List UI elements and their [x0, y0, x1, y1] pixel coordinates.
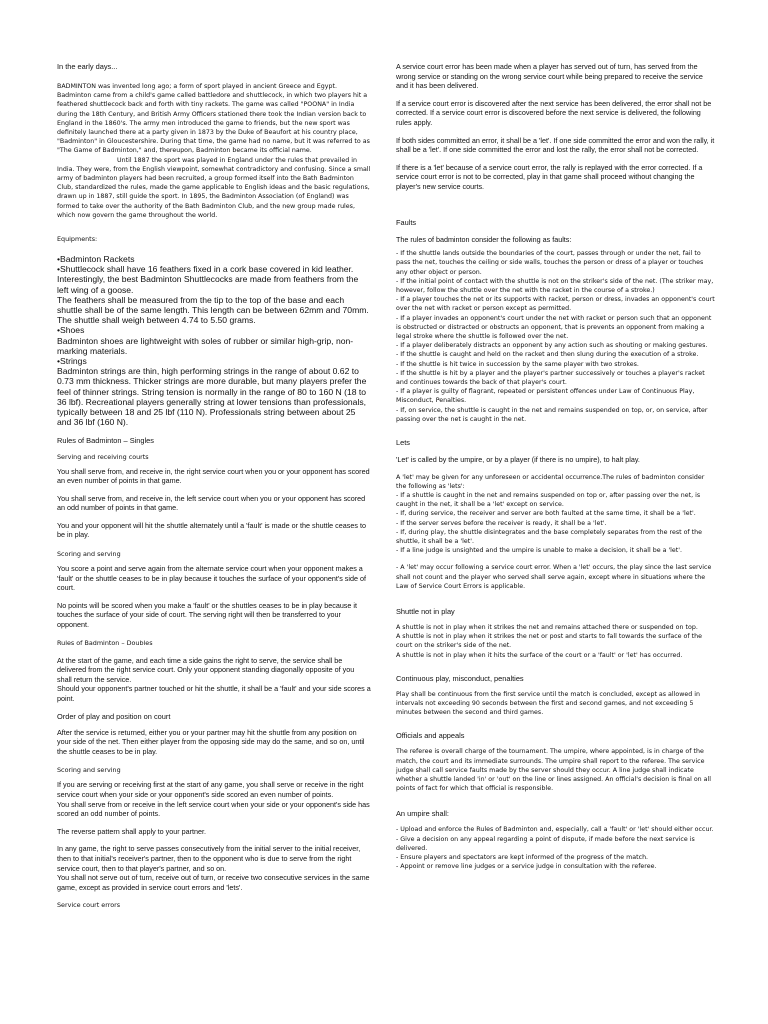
- faults-intro: The rules of badminton consider the following as faults:: [396, 234, 572, 244]
- fault-item: - If the shuttle is hit by a player and the player's partner successively or touches a player's racket and continues towards the back of that player's court.: [396, 369, 705, 386]
- error-paragraph-4: If there is a 'let' because of a service court error, the rally is replayed with the error corrected. If a service court error is not to be corrected, play in that game shall proceed without changing the player's new service courts.: [396, 162, 703, 191]
- officials-paragraph: The referee is overall charge of the tournament. The umpire, where appointed, is in charge of the match, the court and its immediate surrounds. The umpire shall report to the referee. The service judge shall call service faults made by the server should they occur. A line judge shall indicate whether a shuttle landed 'in' or 'out' on the line or lines assigned. An official's decision is final on all points of fact for which that official is responsible.: [396, 748, 712, 793]
- doubles-paragraph-1: At the start of the game, and each time a side gains the right to serve, the service shall be delivered from the right service court. Only your opponent standing diagonally opposite of you shall return the service.: [57, 655, 355, 684]
- umpire-heading: An umpire shall:: [396, 809, 449, 819]
- rules-singles-heading: Rules of Badminton – Singles: [57, 435, 154, 445]
- serving-receiving-heading: Serving and receiving courts: [57, 452, 149, 461]
- faults-heading: Faults: [396, 217, 417, 227]
- scoring-serving-heading: Scoring and serving: [57, 550, 121, 559]
- singles-paragraph-3: You and your opponent will hit the shuttle alternately until a 'fault' is made or the shuttle ceases to be in play.: [57, 520, 366, 540]
- out-of-turn-paragraph: You shall not serve out of turn, receive out of turn, or receive two consecutive services in the same game, except as provided in service court errors and 'lets'.: [57, 873, 370, 892]
- fault-item: - If the initial point of contact with the shuttle is not on the striker's side of the net. (The striker may, however, follow the shuttle over the net with the racket in the course of a stroke.): [396, 277, 714, 294]
- service-court-errors-heading: Service court errors: [57, 901, 121, 910]
- continuous-play-paragraph: Play shall be continuous from the first service until the match is concluded, except as allowed in intervals not exceeding 90 seconds between the first and second games, and not exceeding 5 minutes between the second and third games.: [396, 690, 701, 717]
- officials-appeals-heading: Officials and appeals: [396, 731, 465, 741]
- equipment-list: [57, 254, 371, 427]
- lets-heading: Lets: [396, 437, 410, 447]
- intro-heading: In the early days...: [57, 62, 118, 71]
- umpire-item: - Appoint or remove line judges or a service judge in consultation with the referee.: [396, 863, 657, 871]
- fault-item: - If a player is guilty of flagrant, repeated or persistent offences under Law of Continuous Play, Misconduct, Penalties.: [396, 388, 695, 405]
- fault-item: - If the shuttle lands outside the boundaries of the court, passes through or under the net, fail to pass the net, touches the ceiling or side walls, touches the person or dress of a player or touches any other object or person.: [396, 250, 704, 276]
- continuous-play-heading: Continuous play, misconduct, penalties: [396, 673, 524, 683]
- equipment-line: •Strings: [57, 356, 87, 367]
- scoring-paragraph-2: No points will be scored when you make a 'fault' or the shuttles ceases to be in play because it touches the surface of your side of court. The serving right will then be transferred to your opponent.: [57, 600, 357, 630]
- right-column: [396, 62, 716, 871]
- not-in-play-item: A shuttle is not in play when it strikes the net and remains attached there or suspended on top.: [396, 624, 698, 632]
- faults-list: [396, 249, 716, 424]
- order-of-play-heading: Order of play and position on court: [57, 711, 171, 721]
- doubles-scoring-paragraph-2: You shall serve from or receive in the left service court when your side or your opponent's side has scored an odd number of points.: [57, 799, 370, 819]
- fault-item: - If a player touches the net or its supports with racket, person or dress, invades an opponent's court over the net with racket or person except as permitted.: [396, 296, 715, 313]
- not-in-play-item: A shuttle is not in play when it strikes the net or post and starts to fall towards the surface of the court on the striker's side of the net.: [396, 633, 702, 650]
- lets-list: [396, 491, 716, 555]
- any-game-paragraph: In any game, the right to serve passes consecutively from the initial server to the initial receiver, then to that initial's receiver's partner, then to the opponent who is due to serve from the right service court, then to that player's partner, and so on.: [57, 844, 361, 873]
- equipment-line: •Shoes: [57, 325, 85, 336]
- rules-doubles-heading: Rules of Badminton – Doubles: [57, 638, 153, 647]
- let-item: - If, during service, the receiver and server are both faulted at the same time, it shall be a 'let'.: [396, 510, 696, 518]
- equipment-line: •Shuttlecock shall have 16 feathers fixed in a cork base covered in kid leather. Interestingly, the best Badminton Shuttlecocks are made from feathers from the left wing of a goose.: [57, 264, 359, 295]
- order-paragraph: After the service is returned, either you or your partner may hit the shuttle from any position on your side of the net. Then either player from the opposing side may do the same, and so on, until the shuttle ceases to be in play.: [57, 727, 365, 756]
- lets-paragraph-3: - A 'let' may occur following a service court error. When a 'let' occurs, the play since the last service shall not count and the player who served shall serve again, except where in situations where the Law of Service Court Errors is applicable.: [396, 564, 712, 590]
- fault-item: - If the shuttle is hit twice in succession by the same player with two strokes.: [396, 360, 639, 368]
- let-item: - If the server serves before the receiver is ready, it shall be a 'let'.: [396, 519, 607, 527]
- fault-item: - If a player deliberately distracts an opponent by any action such as shouting or making gestures.: [396, 342, 708, 350]
- error-paragraph-3: If both sides committed an error, it shall be a 'let'. If one side committed the error and won the rally, it shall be a 'let'. If one side committed the error and lost the rally, the error shall not be corrected.: [396, 135, 715, 155]
- left-column: [57, 62, 371, 910]
- let-item: - If, during play, the shuttle disintegrates and the base completely separates from the rest of the shuttle, it shall be a 'let'.: [396, 528, 702, 545]
- umpire-item: - Upload and enforce the Rules of Badminton and, especially, call a 'fault' or 'let' should either occur.: [396, 826, 714, 834]
- singles-paragraph-2: You shall serve from, and receive in, the left service court when you or your opponent has scored an odd number of points in that game.: [57, 493, 366, 513]
- equipment-line: The feathers shall be measured from the tip to the top of the base and each shuttle shall be of the same length. This length can be between 62mm and 70mm. The shuttle shall weigh between 4.74 to 5.50 grams.: [57, 294, 369, 326]
- umpire-item: - Ensure players and spectators are kept informed of the progress of the match.: [396, 854, 649, 862]
- scoring-serving-heading-2: Scoring and serving: [57, 766, 121, 775]
- fault-item: - If, on service, the shuttle is caught in the net and remains suspended on top, or, on service, after passing over the net is caught in the net.: [396, 406, 708, 423]
- doubles-scoring-paragraph-1: If you are serving or receiving first at the start of any game, you shall serve or receive in the right service court when your side or your opponent's side scored an even number of points.: [57, 780, 364, 799]
- not-in-play-item: A shuttle is not in play when it hits the surface of the court or a 'fault' or 'let' has occurred.: [396, 651, 683, 659]
- let-item: - If a line judge is unsighted and the umpire is unable to make a decision, it shall be a 'let'.: [396, 547, 683, 555]
- let-item: - If a shuttle is caught in the net and remains suspended on top or, after passing over the net, is caught in the net, it shall be a 'let' except on service.: [396, 491, 701, 509]
- scoring-paragraph-1: You score a point and serve again from the alternate service court when your opponent makes a 'fault' or the shuttle ceases to be in play because it touches the surface of your opponent's side of court.: [57, 564, 366, 593]
- reverse-pattern-paragraph: The reverse pattern shall apply to your partner.: [57, 826, 207, 836]
- equipment-line: •Badminton Rackets: [57, 254, 135, 265]
- lets-paragraph-2: A 'let' may be given for any unforeseen or accidental occurrence.The rules of badminton consider the following as 'lets':: [396, 473, 705, 490]
- history-paragraph-2: Until 1887 the sport was played in England under the rules that prevailed in India. They were, from the English viewpoint, somewhat contradictory and confusing. Since a small army of badminton players had been recruited, a group formed itself into the Bath Badminton Club, standardized the rules, made the game applicable to English ideas and the basic regulations, drawn up in 1887, still guide the sport. In 1895, the Badminton Association (of England) was formed to take over the authority of the Bath Badminton Club, and the new group made rules, which now govern the game throughout the world.: [57, 156, 371, 219]
- fault-item: - If a player invades an opponent's court under the net with racket or person such that an opponent is obstructed or distracted or obstructs an opponent, that is prevents an opponent from making a legal stroke where the shuttle is followed over the net.: [396, 314, 712, 340]
- fault-item: - If the shuttle is caught and held on the racket and then slung during the execution of a stroke.: [396, 351, 699, 359]
- singles-paragraph-1: You shall serve from, and receive in, the right service court when you or your opponent has scored an even number of points in that game.: [57, 466, 370, 486]
- not-in-play-list: [396, 623, 716, 660]
- umpire-item: - Give a decision on any appeal regarding a point of dispute, if made before the next service is delivered.: [396, 835, 695, 852]
- error-paragraph-2: If a service court error is discovered after the next service has been delivered, the error shall not be corrected. If a service court error is discovered before the next service is delivered, the following rules apply.: [396, 98, 712, 127]
- umpire-list: [396, 825, 716, 871]
- equipment-line: Badminton shoes are lightweight with soles of rubber or similar high-grip, non-marking materials.: [57, 335, 354, 356]
- equipments-heading: Equipments:: [57, 235, 98, 244]
- history-paragraph-1: BADMINTON was invented long ago; a form of sport played in ancient Greece and Egypt. Badminton came from a child's game called battledore and shuttlecock, in which two players hit a feathered shuttlecock back and forth with tiny rackets. The game was called "POONA" in India during the 18th Century, and British Army Officers stationed there took the Indian version back to England in the 1860's. The army men introduced the game to friends, but the new sport was definitely launched there at a party given in 1873 by the Duke of Beaufort at his country place, "Badminton" in Gloucestershire. During that time, the game had no name, but it was referred to as "The Game of Badminton," and, thereupon, Badminton became its official name.: [57, 83, 370, 155]
- doubles-paragraph-2: Should your opponent's partner touched or hit the shuttle, it shall be a 'fault' and your side scores a point.: [57, 684, 371, 703]
- lets-paragraph-1: 'Let' is called by the umpire, or by a player (if there is no umpire), to halt play.: [396, 454, 640, 464]
- error-paragraph-1: A service court error has been made when a player has served out of turn, has served from the wrong service or standing on the wrong service court while being prepared to receive the service and it has been delivered.: [396, 62, 703, 91]
- shuttle-not-in-play-heading: Shuttle not in play: [396, 607, 455, 617]
- equipment-line: Badminton strings are thin, high performing strings in the range of about 0.62 to 0.73 mm thickness. Thicker strings are more durable, but many players prefer the feel of thinner strings. String tension is normally in the range of 80 to 160 N (18 to 36 lbf). Recreational players generally string at lower tensions than professionals, typically between 18 and 25 lbf (110 N). Professionals string between about 25 and 36 lbf (160 N).: [57, 366, 367, 428]
